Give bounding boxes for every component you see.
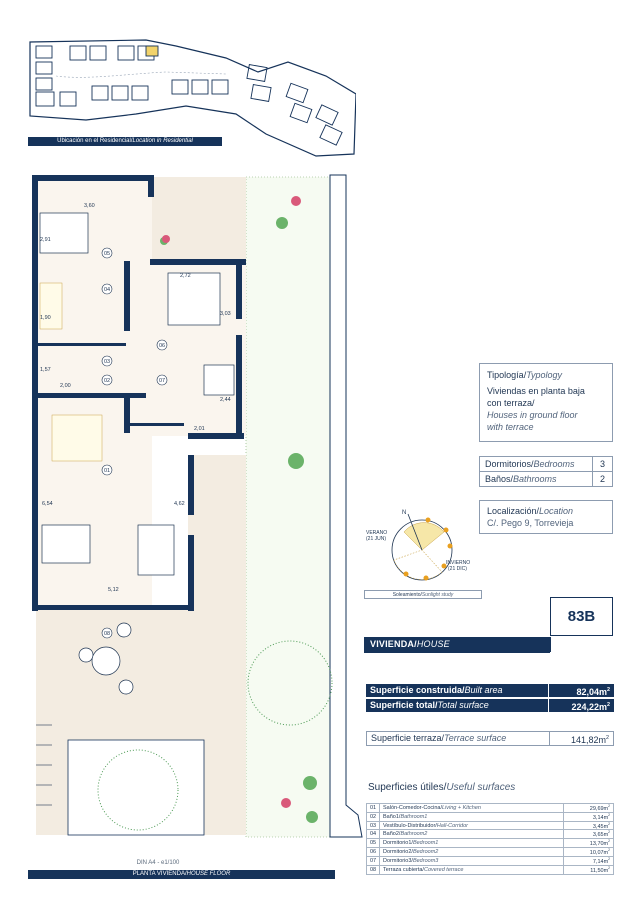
bedrooms-count: 3	[593, 457, 613, 472]
room-tag: 07	[158, 378, 166, 384]
unit-superscript: 2	[608, 865, 610, 870]
table-row	[367, 865, 614, 874]
room-area-value: 3,45m	[592, 823, 609, 830]
dim-label: 2,01	[194, 426, 205, 432]
sunlight-caption-en: Sunlight study	[421, 592, 454, 598]
total-surface-label-es: Superficie total/	[370, 700, 438, 710]
built-area-value: 82,04m	[576, 687, 607, 697]
winter-label: INVIERNO	[446, 560, 471, 566]
dim-label: 6,54	[42, 501, 53, 507]
summer-label: VERANO	[366, 530, 388, 536]
room-name	[380, 821, 564, 830]
terrace-surface-value: 141,82m	[570, 735, 606, 745]
bedrooms-label-es: Dormitorios/	[485, 459, 534, 469]
room-name-es: Salón-Comedor-Cocina/	[383, 804, 442, 811]
unit-superscript: 2	[606, 735, 609, 741]
room-name-en: Bedroom2	[412, 849, 439, 856]
room-tag: 03	[103, 359, 111, 365]
room-tag: 04	[103, 287, 111, 293]
row-number: 05	[367, 839, 380, 848]
rooms-table	[479, 456, 613, 487]
typology-description	[487, 385, 605, 433]
room-area-value: 3,65m	[592, 832, 609, 839]
house-underline	[364, 651, 550, 653]
typology-desc-en-2: with terrace	[487, 422, 534, 432]
location-box	[479, 500, 613, 534]
typology-desc-es-2: con terraza/	[487, 398, 535, 408]
dim-label: 5,12	[108, 587, 119, 593]
built-area-label-es: Superficie construida/	[370, 685, 465, 695]
table-row	[367, 856, 614, 865]
useful-title-es: Superficies útiles/	[368, 782, 447, 793]
unit-superscript: 2	[607, 702, 610, 708]
dim-label: 3,03	[220, 311, 231, 317]
bathrooms-label-en: Bathrooms	[513, 474, 557, 484]
table-row	[367, 804, 614, 813]
total-surface-row	[366, 699, 614, 712]
floor-caption-en: HOUSE FLOOR	[186, 871, 231, 877]
unit-superscript: 2	[608, 856, 610, 861]
rooms-label	[480, 472, 593, 487]
house-code: 83B	[550, 597, 613, 636]
divider	[549, 732, 550, 745]
dim-label: 2,44	[220, 397, 231, 403]
row-number: 01	[367, 804, 380, 813]
total-surface-label-en: Total surface	[437, 700, 489, 710]
room-area-value: 10,07m	[589, 849, 609, 856]
location-caption-es: Ubicación en el Residencial/	[57, 138, 133, 144]
room-name	[380, 812, 564, 821]
room-area-value: 11,50m	[590, 867, 609, 874]
typology-desc-es-1: Viviendas en planta baja	[487, 386, 585, 396]
room-area	[564, 812, 614, 821]
sunlight-study-diagram	[364, 502, 486, 594]
room-area-value: 29,69m	[589, 805, 609, 812]
useful-title-en: Useful surfaces	[446, 782, 516, 793]
highlighted-unit-marker	[146, 46, 158, 56]
room-name	[380, 848, 564, 857]
plan-scale: DIN A4 - e1/100	[136, 860, 180, 866]
unit-superscript: 2	[608, 812, 610, 817]
table-row	[367, 839, 614, 848]
winter-date: (21 DIC)	[448, 566, 467, 572]
room-name	[380, 839, 564, 848]
room-area	[564, 865, 614, 874]
floor-caption	[28, 870, 335, 879]
room-name-en: Bedroom1	[412, 840, 439, 847]
typology-box	[479, 363, 613, 442]
divider	[548, 684, 549, 697]
row-number: 04	[367, 830, 380, 839]
dim-label: 2,91	[40, 237, 51, 243]
dim-label: 3,60	[84, 203, 95, 209]
room-name-es: Dormitorio3/	[383, 857, 413, 864]
sunlight-caption-es: Soleamiento/	[392, 592, 422, 598]
typology-heading	[487, 370, 605, 380]
dim-label: 2,72	[180, 273, 191, 279]
room-name	[380, 830, 564, 839]
dim-label: 4,62	[174, 501, 185, 507]
room-area	[564, 856, 614, 865]
table-row	[367, 830, 614, 839]
total-surface-value: 224,22m	[571, 702, 607, 712]
unit-superscript: 2	[608, 830, 610, 835]
unit-superscript: 2	[608, 821, 610, 826]
room-name-en: Bedroom3	[412, 857, 439, 864]
room-name	[380, 856, 564, 865]
row-number: 08	[367, 865, 380, 874]
typology-desc-en-1: Houses in ground floor	[487, 410, 578, 420]
room-area	[564, 821, 614, 830]
terrace-surface-label-en: Terrace surface	[444, 733, 507, 743]
room-name-en: Hall-Corridor	[436, 822, 468, 829]
row-number: 06	[367, 848, 380, 857]
floor-plan	[28, 165, 366, 870]
location-heading-es: Localización/	[487, 506, 540, 516]
table-row	[480, 472, 613, 487]
room-name-es: Terraza cubierta/	[383, 866, 424, 873]
room-area-value: 13,70m	[589, 841, 609, 848]
unit-superscript: 2	[608, 804, 610, 808]
house-label-en: HOUSE	[416, 639, 450, 649]
room-name-es: Baño1/	[383, 813, 401, 820]
typology-heading-en: Typology	[526, 370, 563, 380]
location-caption-en: Location in Residential	[132, 138, 193, 144]
room-area	[564, 830, 614, 839]
room-name-en: Covered terrace	[423, 866, 464, 873]
summer-date: (21 JUN)	[366, 536, 387, 542]
divider	[548, 699, 549, 712]
row-number: 02	[367, 812, 380, 821]
typology-heading-es: Tipología/	[487, 370, 527, 380]
built-area-row	[366, 684, 614, 697]
bedrooms-label-en: Bedrooms	[533, 459, 575, 469]
bathrooms-count: 2	[593, 472, 613, 487]
room-name-es: Dormitorio2/	[383, 849, 413, 856]
room-name-en: Bathroom2	[400, 831, 428, 838]
terrace-surface-row	[366, 731, 614, 746]
dim-label: 2,00	[60, 383, 71, 389]
room-area-value: 3,14m	[592, 814, 609, 821]
row-number: 07	[367, 856, 380, 865]
room-name-en: Living + Kitchen	[442, 804, 481, 811]
table-row	[367, 812, 614, 821]
room-name-en: Bathroom1	[400, 813, 428, 820]
bathrooms-label-es: Baños/	[485, 474, 514, 484]
unit-superscript: 2	[608, 839, 610, 844]
unit-superscript: 2	[607, 687, 610, 693]
room-name-es: Vestíbulo-Distribuidor/	[383, 822, 437, 829]
room-area	[564, 839, 614, 848]
room-area	[564, 848, 614, 857]
table-row	[480, 457, 613, 472]
room-name-es: Dormitorio1/	[383, 840, 413, 847]
location-address: C/. Pego 9, Torrevieja	[487, 518, 574, 528]
table-row	[367, 821, 614, 830]
house-band	[364, 637, 551, 652]
rooms-label	[480, 457, 593, 472]
north-label: N	[402, 510, 407, 516]
room-name-es: Baño2/	[383, 831, 401, 838]
useful-surfaces-table	[366, 803, 614, 875]
row-number: 03	[367, 821, 380, 830]
room-tag: 06	[158, 343, 166, 349]
room-area	[564, 804, 614, 813]
room-tag: 01	[103, 468, 111, 474]
room-area-value: 7,14m	[592, 858, 609, 865]
unit-superscript: 2	[608, 848, 610, 853]
useful-surfaces-title	[368, 782, 515, 793]
floor-caption-es: PLANTA VIVIENDA/	[132, 871, 187, 877]
room-tag: 05	[103, 251, 111, 257]
location-heading-en: Location	[539, 506, 574, 516]
room-tag: 08	[103, 631, 111, 637]
table-row	[367, 848, 614, 857]
location-heading	[487, 505, 605, 517]
house-label-es: VIVIENDA/	[370, 639, 417, 649]
built-area-label-en: Built area	[464, 685, 503, 695]
room-tag: 02	[103, 378, 111, 384]
terrace-surface-label-es: Superficie terraza/	[371, 733, 445, 743]
room-name	[380, 804, 564, 813]
location-caption	[28, 137, 222, 146]
room-name	[380, 865, 564, 874]
dim-label: 1,57	[40, 367, 51, 373]
sunlight-caption	[364, 590, 482, 599]
dim-label: 1,90	[40, 315, 51, 321]
